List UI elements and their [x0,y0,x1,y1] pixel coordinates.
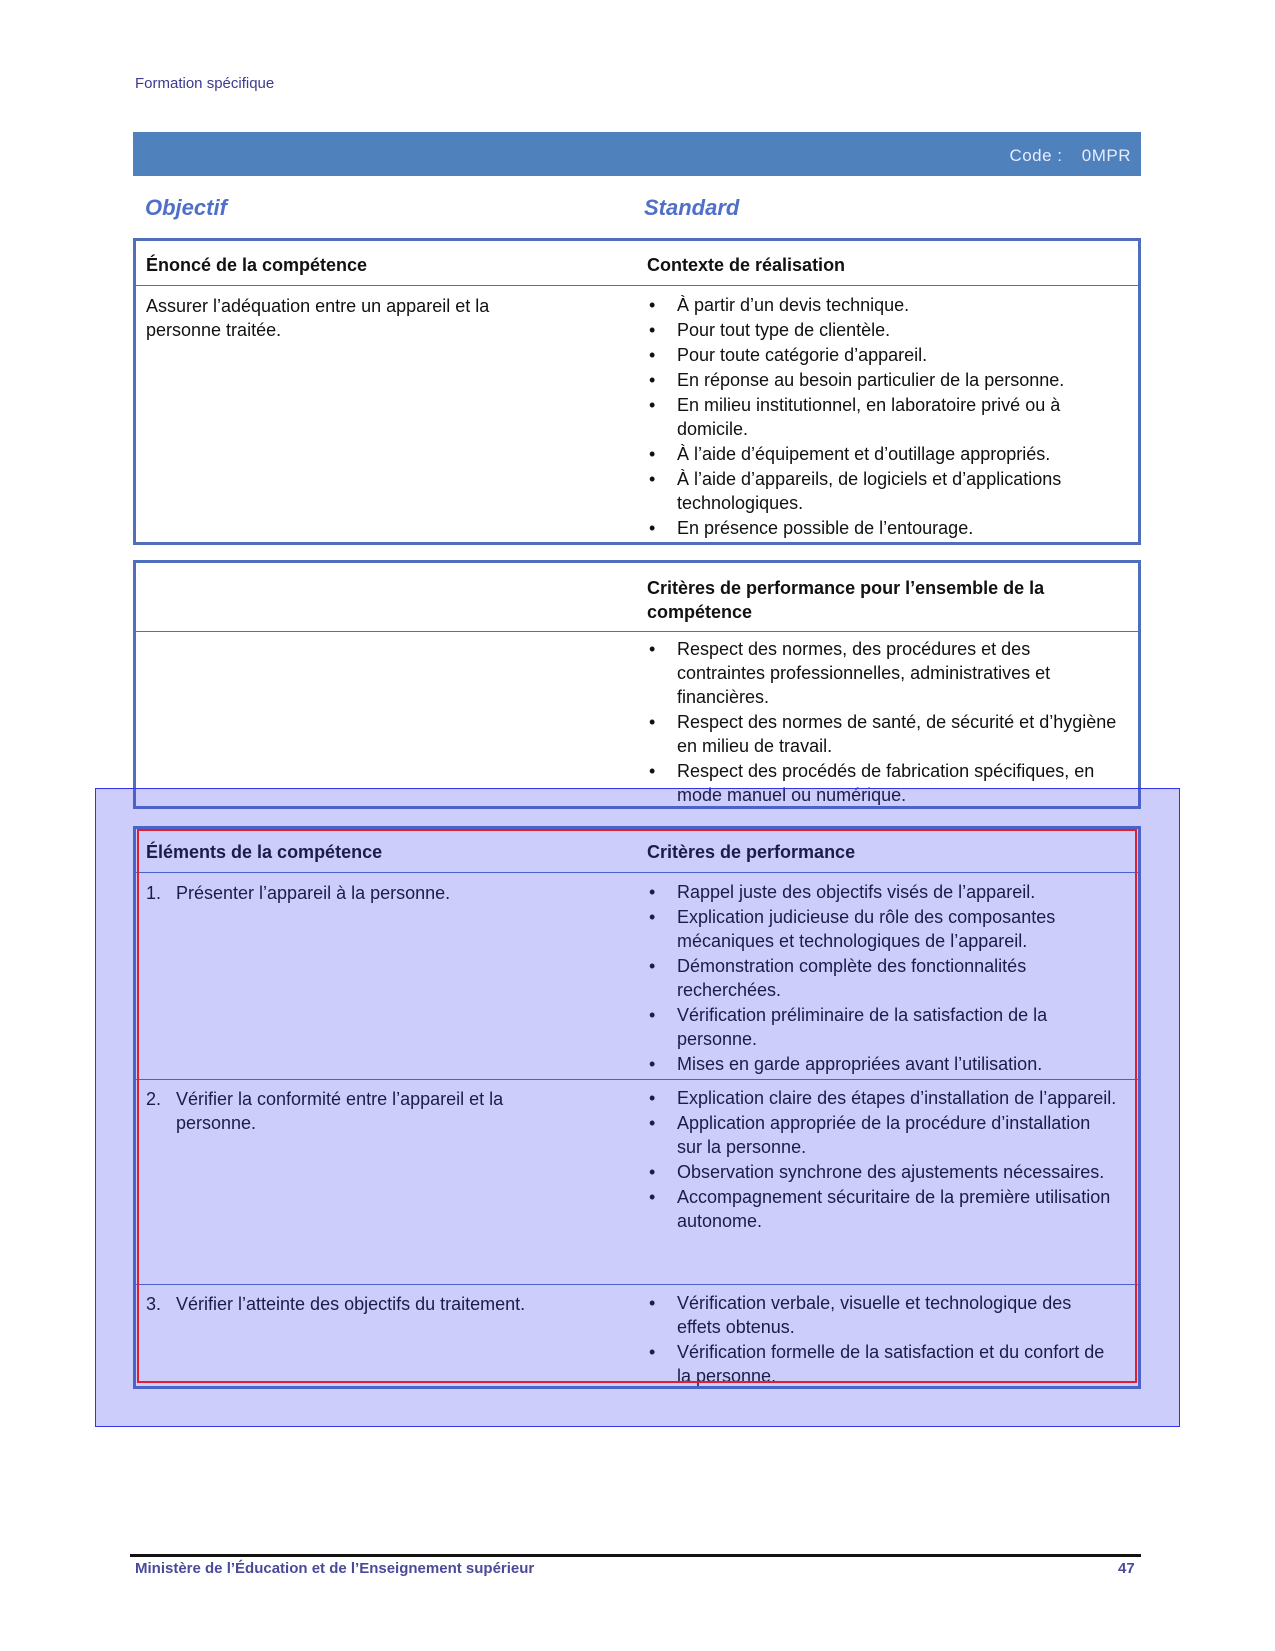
element-label: Vérifier la conformité entre l’appareil et la personne. [176,1089,504,1133]
footer-rule [130,1554,1141,1557]
list-item: • Respect des normes, des procédures et des contraintes professionnelles, administratives et financières. [647,637,1117,709]
highlighted-table-outline [137,829,1137,1383]
context-list [647,293,1117,541]
list-item: • Rappel juste des objectifs visés de l’appareil. [647,880,1117,904]
list-item: • Respect des procédés de fabrication spécifiques, en mode manuel ou numérique. [647,759,1117,807]
list-item: • Accompagnement sécuritaire de la première utilisation autonome. [647,1185,1117,1233]
code-label: Code : [1009,146,1063,165]
page-number: 47 [1118,1560,1135,1577]
element-number: 1. [146,883,162,903]
overall-criteria-header: Critères de performance pour l’ensemble de la compétence [647,578,1045,622]
list-item: • Pour tout type de clientèle. [647,318,1117,342]
list-item: • Mises en garde appropriées avant l’utilisation. [647,1052,1117,1076]
list-item: • À l’aide d’appareils, de logiciels et d’applications technologiques. [647,467,1117,515]
list-item: • Démonstration complète des fonctionnalités recherchées. [647,954,1117,1002]
list-item: • Application appropriée de la procédure d’installation sur la personne. [647,1111,1117,1159]
list-item: • À l’aide d’équipement et d’outillage appropriés. [647,442,1117,466]
list-item: • Observation synchrone des ajustements nécessaires. [647,1160,1117,1184]
list-item: • À partir d’un devis technique. [647,293,1117,317]
list-item: • Vérification formelle de la satisfaction et du confort de la personne. [647,1340,1117,1388]
list-item: • Vérification verbale, visuelle et technologique des effets obtenus. [647,1291,1117,1339]
standard-heading: Standard [644,195,740,220]
list-item: • Explication judicieuse du rôle des composantes mécaniques et technologiques de l’appareil. [647,905,1117,953]
elements-header: Éléments de la compétence [146,842,383,862]
list-item: • Explication claire des étapes d’installation de l’appareil. [647,1086,1117,1110]
criteria-header: Critères de performance [647,842,856,862]
list-item: • En milieu institutionnel, en laboratoire privé ou à domicile. [647,393,1117,441]
element-number: 3. [146,1294,162,1314]
element-number: 2. [146,1089,162,1109]
code-value: 0MPR [1081,146,1131,165]
list-item: • En réponse au besoin particulier de la personne. [647,368,1117,392]
list-item: • Pour toute catégorie d’appareil. [647,343,1117,367]
overall-criteria-table [133,560,1141,809]
competency-statement: Assurer l’adéquation entre un appareil et la personne traitée. [146,296,490,340]
competency-statement-table [133,238,1141,545]
overall-criteria-list [647,637,1117,808]
list-item: • Vérification préliminaire de la satisfaction de la personne. [647,1003,1117,1051]
list-item: • En présence possible de l’entourage. [647,516,1117,540]
objectif-heading: Objectif [145,195,227,220]
statement-header: Énoncé de la compétence [146,255,368,275]
context-header: Contexte de réalisation [647,255,846,275]
competency-code [1009,146,1131,166]
code-banner [133,132,1141,176]
element-label: Vérifier l’atteinte des objectifs du traitement. [176,1294,526,1314]
list-item: • Respect des normes de santé, de sécurité et d’hygiène en milieu de travail. [647,710,1117,758]
footer-ministry: Ministère de l’Éducation et de l’Enseignement supérieur [135,1560,535,1577]
document-section-title: Formation spécifique [135,75,275,92]
element-label: Présenter l’appareil à la personne. [176,883,451,903]
